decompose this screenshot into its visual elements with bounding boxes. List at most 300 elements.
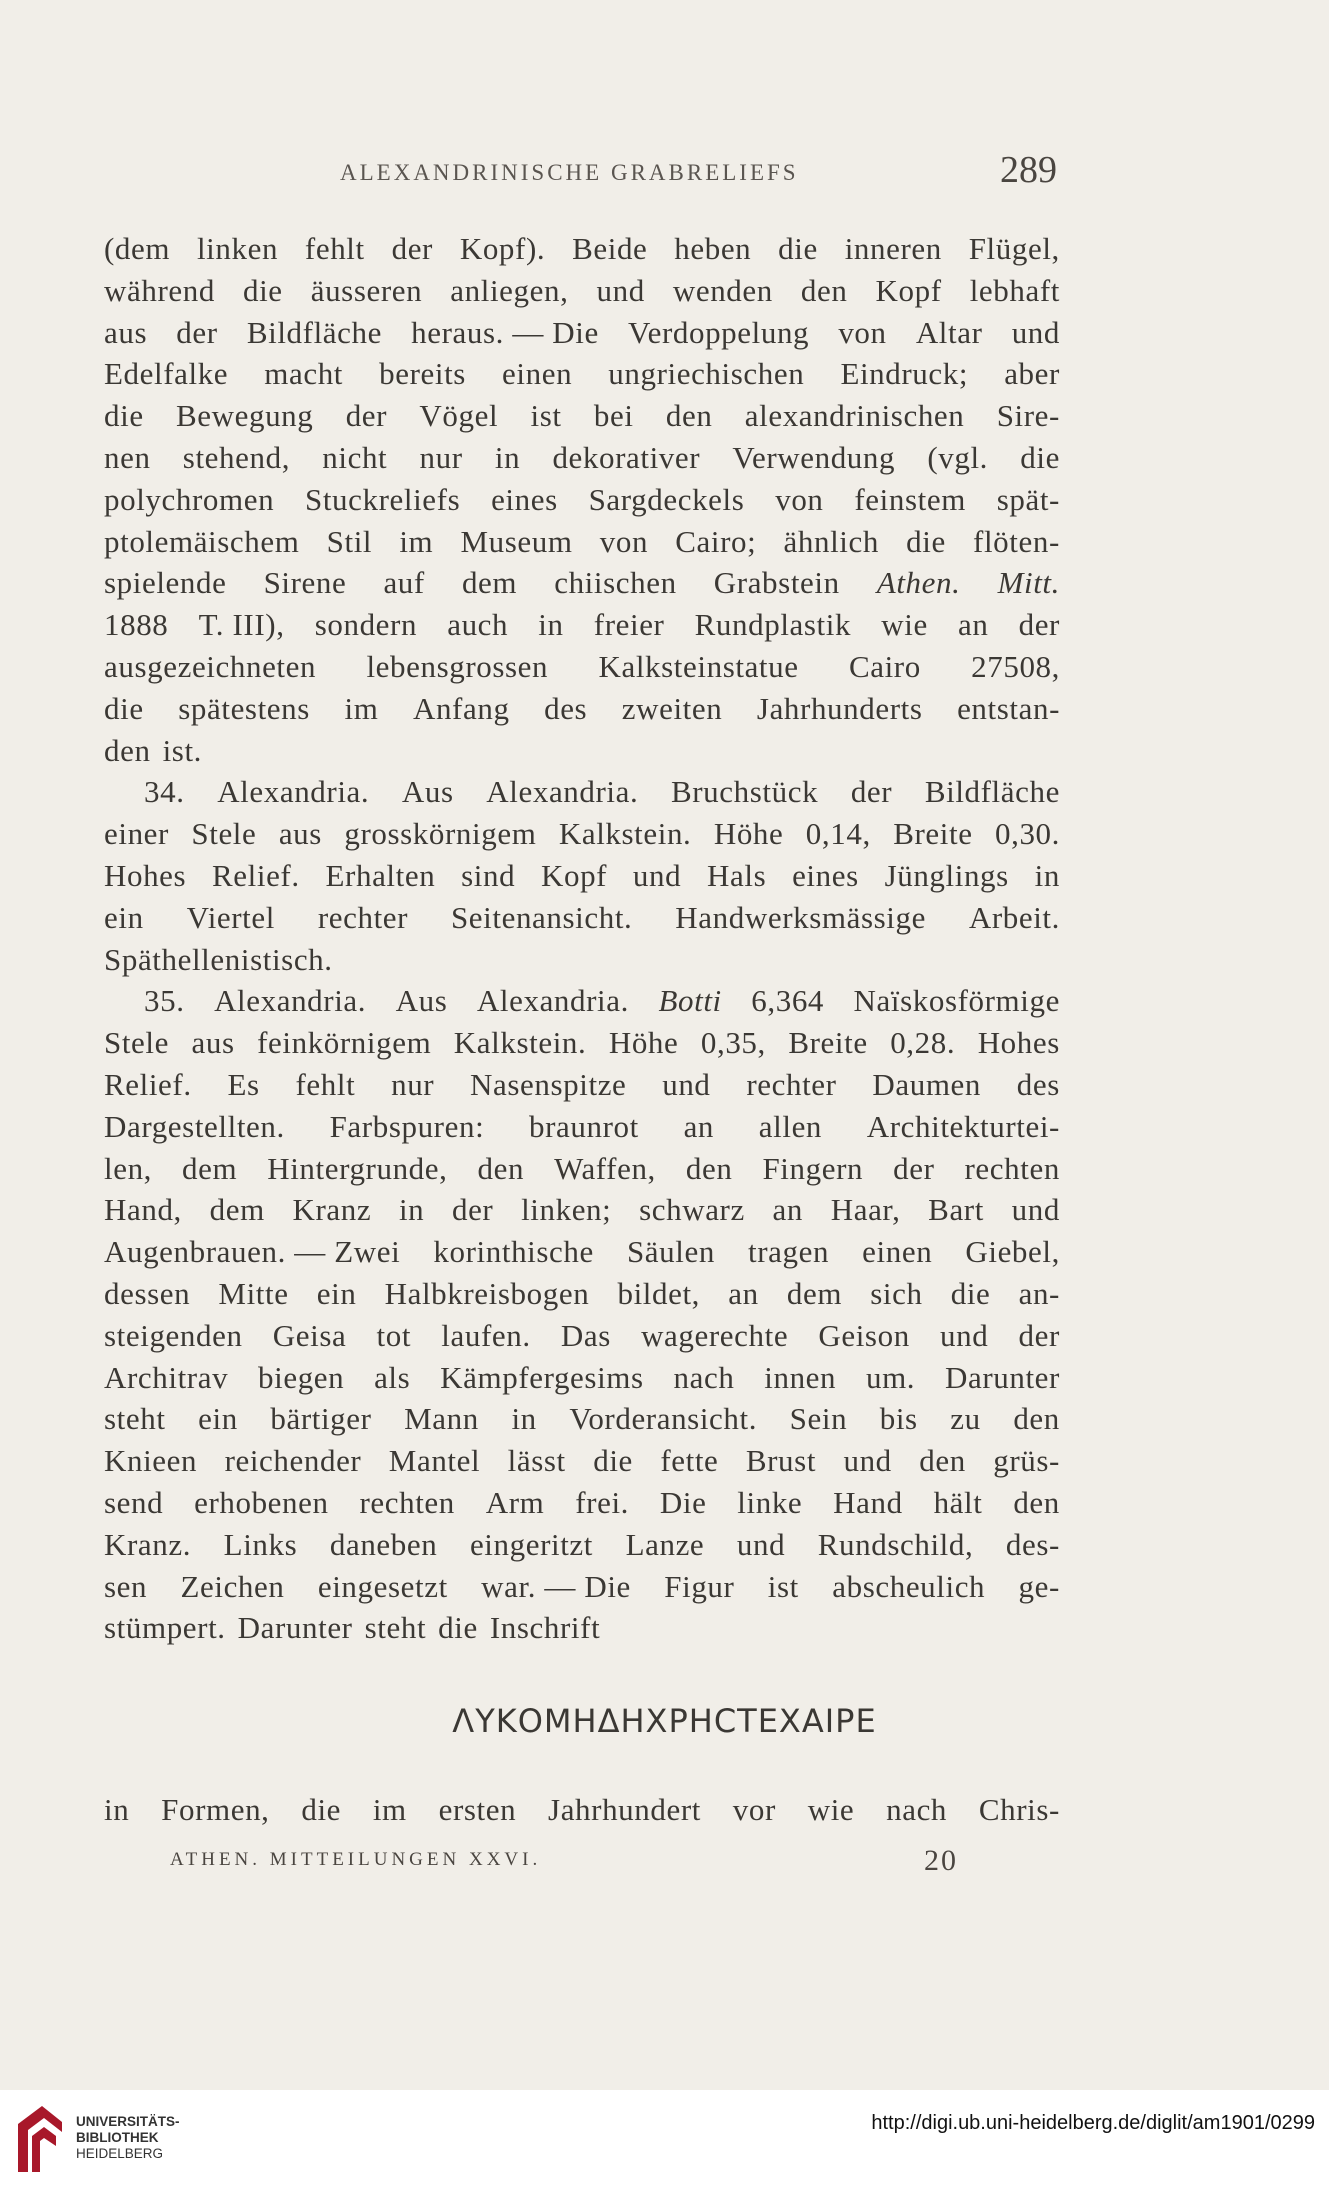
word: aus <box>104 314 148 350</box>
word: Lanze <box>625 1526 705 1562</box>
word: bärtiger <box>270 1401 372 1437</box>
word: korinthische <box>433 1234 594 1270</box>
word: und <box>1011 314 1060 350</box>
word: linken; <box>521 1192 612 1228</box>
word: Darunter <box>944 1359 1060 1395</box>
word: fehlt <box>295 1066 356 1102</box>
word: ist. <box>162 732 203 768</box>
word: Brust <box>745 1443 817 1479</box>
word: die <box>950 1275 991 1311</box>
text-line <box>104 897 1060 939</box>
word: macht <box>264 356 344 392</box>
word: Hohes <box>104 857 187 893</box>
word: stümpert. <box>104 1610 226 1646</box>
word: Jünglings <box>884 857 1009 893</box>
word: eingeritzt <box>469 1526 593 1562</box>
text-line <box>104 939 1060 981</box>
word: im <box>399 523 434 559</box>
word: Geison <box>818 1317 910 1353</box>
word: in <box>104 1792 130 1827</box>
word: zweiten <box>621 690 723 726</box>
word: innen <box>764 1359 837 1395</box>
word: wie <box>807 1792 855 1827</box>
word: und <box>662 1066 711 1102</box>
word: ähnlich <box>783 523 879 559</box>
word: polychromen <box>104 481 275 517</box>
word: bis <box>879 1401 918 1437</box>
text-line <box>104 562 1060 604</box>
word: Beide <box>572 231 648 266</box>
word: Haar, <box>830 1192 901 1228</box>
word: fette <box>660 1443 719 1479</box>
word: einen <box>502 356 573 392</box>
word: Mantel <box>388 1443 481 1479</box>
word: nur <box>391 1066 435 1102</box>
word: in <box>511 1401 537 1437</box>
word: allen <box>758 1108 823 1144</box>
word: äusseren <box>310 272 423 308</box>
word: heraus. — Die <box>411 314 599 350</box>
word: aus <box>278 816 322 852</box>
logo-line: BIBLIOTHEK <box>76 2130 159 2145</box>
word: linke <box>737 1484 803 1520</box>
word: Aus <box>401 774 454 810</box>
word: in <box>538 607 564 643</box>
greek-inscription: ΛΥΚΟΜΗΔΗΧΡΗϹΤΕΧΑΙΡΕ <box>452 1702 877 1740</box>
word: feinkörnigem <box>257 1025 432 1061</box>
word: frei. <box>575 1484 630 1520</box>
word: Museum <box>460 523 573 559</box>
word: Kalkstein. <box>453 1025 587 1061</box>
word: Darunter <box>237 1610 353 1646</box>
text-line <box>104 1440 1060 1482</box>
word: Breite <box>788 1025 868 1061</box>
word: Athen. <box>876 565 961 601</box>
word: Viertel <box>186 899 275 935</box>
word: Kopf). <box>459 231 546 266</box>
word: aus <box>191 1025 235 1061</box>
word: Späthellenistisch. <box>104 941 333 977</box>
word: Verwendung <box>732 439 896 475</box>
logo-line: HEIDELBERG <box>76 2146 164 2161</box>
word: der <box>345 398 388 434</box>
word: die <box>1020 439 1060 475</box>
library-logo-text <box>76 2114 180 2162</box>
word: an <box>772 1192 804 1228</box>
word: sind <box>461 857 516 893</box>
word: feinstem <box>854 481 966 517</box>
word: Bewegung <box>176 398 314 434</box>
word: dem <box>209 1192 265 1228</box>
word: fehlt <box>304 231 365 266</box>
word: Mitt. <box>997 565 1060 601</box>
word: ein <box>104 899 144 935</box>
word: erhobenen <box>194 1484 329 1520</box>
word: dem <box>786 1275 843 1311</box>
word: Edelfalke <box>104 356 229 392</box>
body-text-continuation <box>104 1792 1060 1828</box>
word: Verdoppelung <box>628 314 810 350</box>
word: daneben <box>329 1526 438 1562</box>
word: 1888 <box>104 607 169 643</box>
word: bereits <box>379 356 466 392</box>
text-line <box>104 1189 1060 1231</box>
text-line <box>104 1064 1060 1106</box>
word: 0,14, <box>805 816 871 852</box>
word: des <box>1016 1066 1060 1102</box>
word: nach <box>886 1792 948 1827</box>
word: den <box>1013 1484 1060 1520</box>
text-line <box>104 353 1060 395</box>
word: die <box>906 523 946 559</box>
page-number: 289 <box>1000 149 1057 191</box>
word: 0,35, <box>700 1025 766 1061</box>
word: und <box>1011 1192 1060 1228</box>
word: Alexandria. <box>214 983 367 1019</box>
word: Jahrhunderts <box>756 690 923 726</box>
word: T. III), <box>198 607 285 643</box>
word: flöten- <box>973 523 1060 559</box>
word: Relief. <box>104 1066 192 1102</box>
word: Hals <box>707 857 767 893</box>
body-text <box>104 228 1060 1649</box>
footer-signature: ATHEN. MITTEILUNGEN XXVI. <box>170 1849 542 1870</box>
word: und <box>940 1317 989 1353</box>
word: von <box>838 314 887 350</box>
word: und <box>843 1443 892 1479</box>
word: und <box>736 1526 786 1562</box>
word: wenden <box>672 272 773 308</box>
word: Inschrift <box>489 1610 601 1646</box>
word: ersten <box>438 1792 517 1827</box>
word: an <box>683 1108 715 1144</box>
word: ge- <box>1018 1568 1060 1604</box>
text-line <box>104 1524 1060 1566</box>
word: Säulen <box>626 1234 715 1270</box>
word: bildet, <box>617 1275 701 1311</box>
word: Formen, <box>161 1792 270 1827</box>
word: dekorativer <box>552 439 701 475</box>
word: Bruchstück <box>670 774 819 810</box>
word: einer <box>104 816 169 852</box>
text-line <box>104 730 1060 772</box>
text-line <box>104 270 1060 312</box>
word: Naïskosförmige <box>853 983 1060 1019</box>
word: der <box>1018 607 1060 643</box>
word: Alexandria. <box>486 774 639 810</box>
text-line <box>104 1148 1060 1190</box>
word: Vögel <box>419 398 499 434</box>
word: vor <box>732 1792 776 1827</box>
word: Botti <box>658 983 722 1019</box>
word: dessen <box>104 1275 191 1311</box>
word: Altar <box>915 314 983 350</box>
word: sondern <box>314 607 418 643</box>
word: Grabstein <box>713 565 840 601</box>
text-line <box>104 1231 1060 1273</box>
word: von <box>599 523 649 559</box>
word: braunrot <box>529 1108 639 1144</box>
word: Mitte <box>218 1275 289 1311</box>
word: inneren <box>844 231 942 266</box>
word: den <box>104 732 151 768</box>
word: Bart <box>928 1192 984 1228</box>
word: Eindruck; <box>840 356 969 392</box>
word: nur <box>419 439 463 475</box>
logo-line: UNIVERSITÄTS- <box>76 2114 180 2129</box>
word: freier <box>593 607 665 643</box>
word: ein <box>316 1275 357 1311</box>
word: der <box>451 1192 494 1228</box>
word: im <box>344 690 379 726</box>
word: den <box>665 398 713 434</box>
word: rechter <box>317 899 409 935</box>
word: Knieen <box>104 1443 198 1479</box>
word: rechten <box>359 1484 455 1520</box>
text-line <box>104 646 1060 688</box>
word: Kranz. <box>104 1526 192 1562</box>
word: Vorderansicht. <box>569 1401 758 1437</box>
word: Rundplastik <box>694 607 852 643</box>
word: Breite <box>893 816 973 852</box>
word: nicht <box>322 439 388 475</box>
word: (dem <box>104 231 171 266</box>
word: den <box>685 1150 733 1186</box>
word: Architrav <box>104 1359 229 1395</box>
word: Rundschild, <box>817 1526 974 1562</box>
word: Handwerksmässige <box>675 899 926 935</box>
text-line <box>104 479 1060 521</box>
word: Höhe <box>713 816 784 852</box>
word: Geisa <box>272 1317 347 1353</box>
word: tot <box>376 1317 412 1353</box>
word: der <box>893 1150 935 1186</box>
word: len, <box>104 1150 153 1186</box>
word: eines <box>491 481 558 517</box>
text-line <box>104 228 1060 270</box>
word: in <box>398 1192 425 1228</box>
word: Kämpfergesims <box>440 1359 644 1395</box>
text-line <box>104 1482 1060 1524</box>
word: lebensgrossen <box>366 648 549 684</box>
running-head: ALEXANDRINISCHE GRABRELIEFS <box>340 160 799 185</box>
source-url[interactable]: http://digi.ub.uni-heidelberg.de/diglit/am1901/0299 <box>871 2112 1315 2134</box>
word: steht <box>364 1610 427 1646</box>
word: Cairo; <box>675 523 757 559</box>
word: Stil <box>326 523 373 559</box>
word: Kranz <box>292 1192 372 1228</box>
word: rechter <box>746 1066 837 1102</box>
word: eines <box>792 857 859 893</box>
word: wie <box>881 607 928 643</box>
text-line <box>104 312 1060 354</box>
footer-sheet-number: 20 <box>924 1844 958 1877</box>
word: heben <box>674 231 752 266</box>
word: war. — Die <box>481 1568 631 1604</box>
text-line <box>104 688 1060 730</box>
word: die <box>301 1792 342 1827</box>
word: dem <box>461 565 518 601</box>
word: 35. <box>144 983 185 1019</box>
text-line <box>104 1022 1060 1064</box>
word: die <box>104 398 144 434</box>
word: Sein <box>789 1401 848 1437</box>
word: Zeichen <box>180 1568 285 1604</box>
word: der <box>1018 1317 1060 1353</box>
word: die <box>104 690 144 726</box>
word: die <box>593 1443 633 1479</box>
word: Kopf <box>541 857 608 893</box>
word: spätestens <box>178 690 310 726</box>
word: auf <box>383 565 425 601</box>
word: in <box>1034 857 1060 893</box>
word: bei <box>593 398 634 434</box>
word: wagerechte <box>641 1317 789 1353</box>
word: auch <box>447 607 509 643</box>
word: rechten <box>964 1150 1060 1186</box>
word: während <box>104 272 215 308</box>
word: spielende <box>104 565 227 601</box>
library-logo-icon <box>14 2102 66 2174</box>
word: 6,364 <box>751 983 825 1019</box>
text-line <box>104 813 1060 855</box>
word: in <box>494 439 521 475</box>
word: steigenden <box>104 1317 243 1353</box>
word: von <box>775 481 824 517</box>
word: ungriechischen <box>608 356 805 392</box>
word: Augenbrauen. — Zwei <box>104 1234 401 1270</box>
word: linken <box>196 231 279 266</box>
word: Giebel, <box>965 1234 1060 1270</box>
word: an <box>728 1275 759 1311</box>
word: nen <box>104 439 151 475</box>
word: der <box>176 314 218 350</box>
word: Es <box>227 1066 260 1102</box>
word: 0,28. <box>890 1025 956 1061</box>
word: Das <box>560 1317 611 1353</box>
text-line <box>104 771 1060 813</box>
word: schwarz <box>639 1192 745 1228</box>
word: Kopf <box>875 272 942 308</box>
text-line <box>104 1106 1060 1148</box>
word: 34. <box>144 774 185 810</box>
text-line <box>104 1357 1060 1399</box>
text-line <box>104 1607 1060 1649</box>
word: laufen. <box>441 1317 531 1353</box>
word: lebhaft <box>969 272 1060 308</box>
word: ist <box>530 398 562 434</box>
word: sich <box>870 1275 923 1311</box>
word: Die <box>659 1484 707 1520</box>
word: hält <box>933 1484 983 1520</box>
word: abscheulich <box>832 1568 986 1604</box>
word: den <box>477 1150 525 1186</box>
word: ein <box>198 1401 238 1437</box>
word: Seitenansicht. <box>450 899 633 935</box>
word: Alexandria. <box>476 983 629 1019</box>
word: nach <box>673 1359 735 1395</box>
word: und <box>632 857 682 893</box>
word: der <box>391 231 433 266</box>
word: zu <box>950 1401 981 1437</box>
word: steht <box>104 1401 166 1437</box>
word: lässt <box>507 1443 566 1479</box>
word: die <box>242 272 283 308</box>
word: (vgl. <box>927 439 989 475</box>
library-bar <box>0 2090 1329 2186</box>
word: die <box>438 1610 478 1646</box>
word: Kalkstein. <box>558 816 692 852</box>
word: Hand <box>833 1484 903 1520</box>
word: des <box>544 690 588 726</box>
word: entstan- <box>957 690 1060 726</box>
word: aber <box>1004 356 1060 392</box>
word: Architekturtei- <box>866 1108 1060 1144</box>
word: Stele <box>104 1025 169 1061</box>
word: Sirene <box>263 565 347 601</box>
word: Hohes <box>977 1025 1060 1061</box>
word: Bildfläche <box>924 774 1060 810</box>
word: ist <box>767 1568 799 1604</box>
word: grosskörnigem <box>344 816 537 852</box>
word: des- <box>1005 1526 1060 1562</box>
word: Links <box>223 1526 298 1562</box>
word: im <box>372 1792 407 1827</box>
word: Sargdeckels <box>588 481 745 517</box>
text-line <box>104 521 1060 563</box>
text-line <box>104 1315 1060 1357</box>
text-line <box>104 1273 1060 1315</box>
word: Erhalten <box>325 857 436 893</box>
word: Bildfläche <box>246 314 382 350</box>
word: Mann <box>404 1401 479 1437</box>
word: die <box>778 231 818 266</box>
word: spät- <box>996 481 1060 517</box>
word: grüs- <box>993 1443 1060 1479</box>
word: biegen <box>258 1359 345 1395</box>
word: sen <box>104 1568 148 1604</box>
word: Farbspuren: <box>329 1108 485 1144</box>
word: eingesetzt <box>317 1568 448 1604</box>
word: und <box>596 272 645 308</box>
word: der <box>850 774 893 810</box>
word: den <box>1013 1401 1060 1437</box>
word: Hintergrunde, <box>267 1150 448 1186</box>
word: Höhe <box>608 1025 679 1061</box>
word: Kalksteinstatue <box>598 648 799 684</box>
word: Fingern <box>762 1150 864 1186</box>
word: dem <box>182 1150 238 1186</box>
word: send <box>104 1484 164 1520</box>
word: anliegen, <box>450 272 569 308</box>
text-line <box>104 1398 1060 1440</box>
text-line <box>104 604 1060 646</box>
word: Nasenspitze <box>470 1066 627 1102</box>
word: 0,30. <box>995 816 1060 852</box>
word: reichender <box>224 1443 362 1479</box>
word: als <box>374 1359 411 1395</box>
word: an <box>957 607 989 643</box>
word: Relief. <box>212 857 300 893</box>
word: Daumen <box>872 1066 981 1102</box>
word: Jahrhundert <box>548 1792 701 1827</box>
word: den <box>800 272 848 308</box>
word: den <box>919 1443 966 1479</box>
text-line <box>104 437 1060 479</box>
word: chiischen <box>554 565 677 601</box>
word: Stuckreliefs <box>304 481 461 517</box>
word: Stele <box>191 816 257 852</box>
